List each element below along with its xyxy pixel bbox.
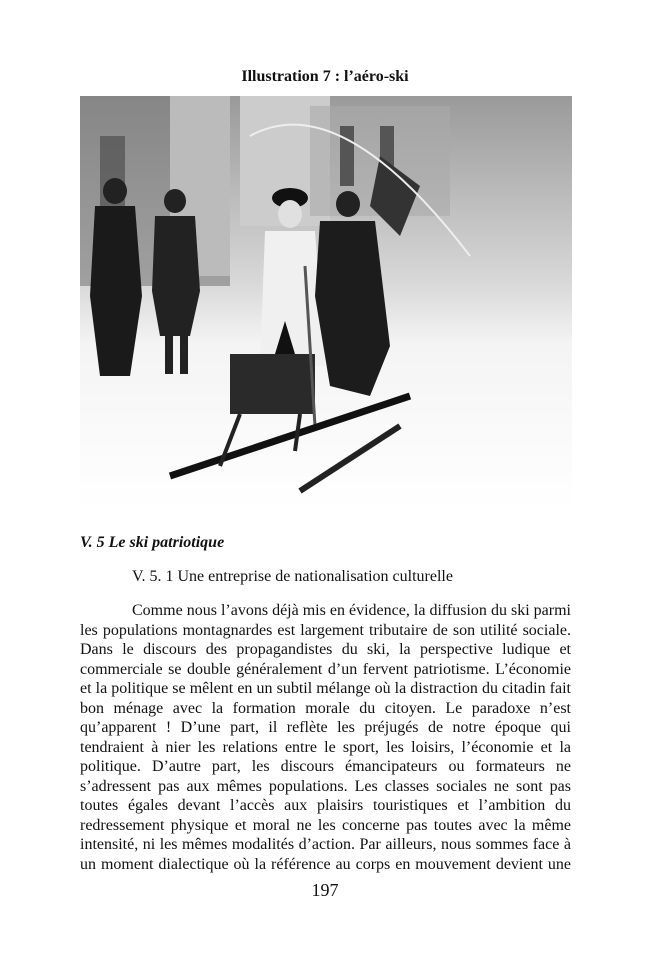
paragraph-line: politique. D’autre part, les discours émancipateurs ou formateurs ne: [80, 758, 571, 775]
paragraph-line: bon ménage avec la formation morale du citoyen. Le paradoxe n’est: [80, 699, 571, 717]
paragraph-line: Dans le discours des propagandistes du ski, la perspective ludique et: [80, 641, 571, 658]
paragraph-line: les populations montagnardes est largement tributaire de son utilité sociale.: [80, 621, 571, 639]
subsection-heading: V. 5. 1 Une entreprise de nationalisation culturelle: [132, 568, 453, 585]
paragraph-line: Comme nous l’avons déjà mis en évidence, la diffusion du ski parmi: [132, 602, 571, 619]
paragraph-line: redressement physique et moral ne les concerne pas toutes avec la même: [80, 816, 571, 834]
page-number: 197: [311, 880, 339, 900]
body-paragraph: [80, 601, 571, 874]
paragraph-line: toutes égales devant l’accès aux plaisirs touristiques et l’ambition du: [80, 797, 571, 814]
paragraph-line: tendraient à nier les relations entre le sport, les loisirs, l’économie et la: [80, 738, 571, 756]
paragraph-line: qu’apparent ! D’une part, il reflète les préjugés de notre époque qui: [80, 719, 571, 736]
paragraph-line: et la politique se mêlent en un subtil mélange où la distraction du citadin fait: [80, 680, 571, 697]
aero-ski-photograph: [80, 96, 572, 510]
section-heading: V. 5 Le ski patriotique: [80, 534, 225, 551]
paragraph-line: s’adressent pas aux mêmes populations. Les classes sociales ne sont pas: [80, 777, 571, 795]
paragraph-line: intensité, ni les mêmes modalités d’action. Par ailleurs, nous sommes face à: [80, 836, 571, 853]
paragraph-line: un moment dialectique où la référence au corps en mouvement devient une: [80, 855, 571, 873]
paragraph-line: commerciale se double généralement d’un fervent patriotisme. L’économie: [80, 660, 571, 678]
illustration-title: Illustration 7 : l’aéro-ski: [241, 68, 409, 85]
